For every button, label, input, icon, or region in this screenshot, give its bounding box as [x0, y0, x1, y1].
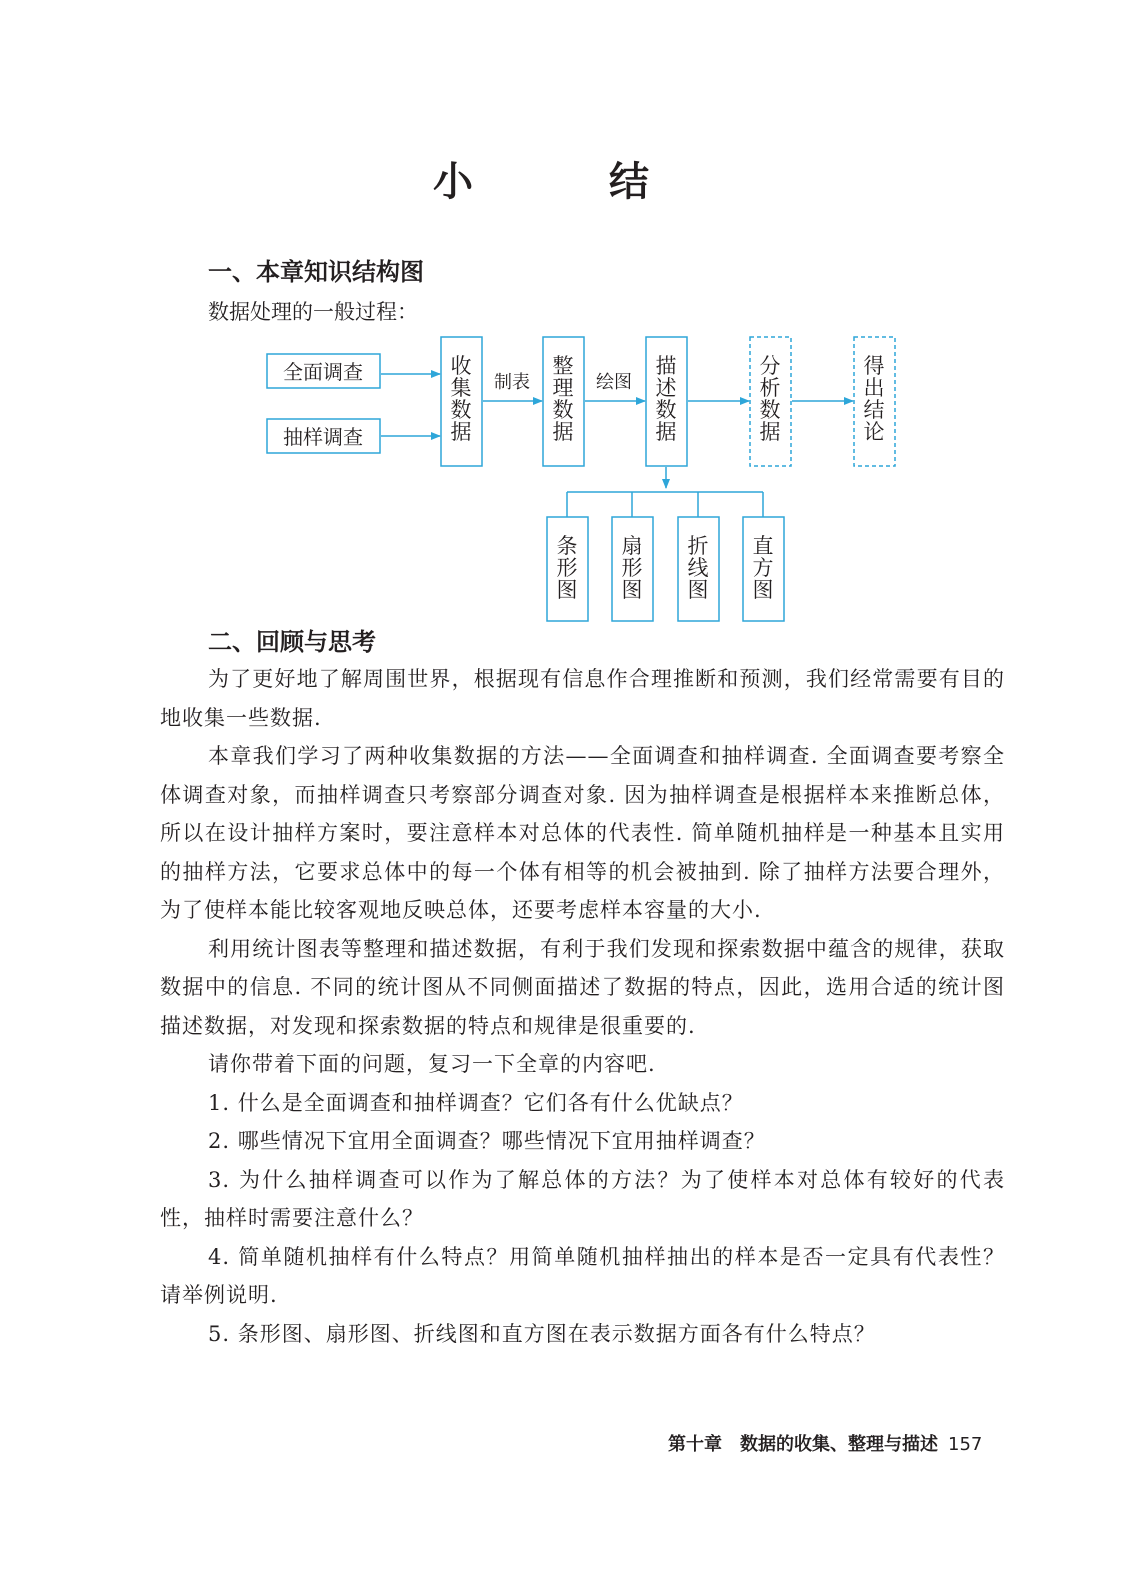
chapter-title: 第十章 数据的收集、整理与描述 — [668, 1434, 938, 1455]
collect-label: 收集数据 — [450, 354, 472, 444]
question-1: 1. 什么是全面调查和抽样调查？它们各有什么优缺点？ — [208, 1090, 744, 1115]
pie-chart-label: 扇形图 — [621, 534, 643, 602]
page-number: 157 — [948, 1434, 983, 1455]
question-2: 2. 哪些情况下宜用全面调查？哪些情况下宜用抽样调查？ — [208, 1129, 766, 1153]
page-footer — [668, 1430, 982, 1456]
line-chart-label: 折线图 — [687, 534, 709, 602]
bar-chart-label: 条形图 — [556, 534, 578, 602]
section-heading-structure: 一、本章知识结构图 — [208, 258, 424, 286]
paragraph: 利用统计图表等整理和描述数据，有利于我们发现和探索数据中蕴含的规律，获取数据中的信息. 不同的统计图从不同侧面描述了数据的特点，因此，选用合适的统计图描述数据，对发现和探索数据的特点和规律是很重要的. — [160, 936, 1005, 1038]
full-survey-box — [267, 354, 380, 388]
histogram-label: 直方图 — [752, 534, 774, 602]
describe-label: 描述数据 — [655, 354, 677, 444]
conclude-label: 得出结论 — [863, 354, 885, 444]
paragraph: 本章我们学习了两种收集数据的方法——全面调查和抽样调查. 全面调查要考察全体调查对象，而抽样调查只考察部分调查对象. 因为抽样调查是根据样本来推断总体，所以在设计抽样方案时，要注意样本对总体的代表性. 简单随机抽样是一种基本且实用的抽样方法，它要求总体中的每一个体有相等的机会被抽到. 除了抽样方法要合理外，为了使样本能比较客观地反映总体，还要考虑样本容量的大小. — [160, 744, 1005, 922]
draw-label: 绘图 — [596, 372, 632, 393]
full-survey-label: 全面调查 — [283, 360, 363, 384]
sample-survey-box — [267, 419, 380, 453]
sample-survey-label: 抽样调查 — [283, 425, 363, 449]
paragraph: 为了更好地了解周围世界，根据现有信息作合理推断和预测，我们经常需要有目的地收集一些数据. — [160, 667, 1005, 730]
paragraph: 请你带着下面的问题，复习一下全章的内容吧. — [208, 1052, 656, 1076]
review-body — [160, 660, 1005, 1353]
knowledge-structure-diagram — [0, 0, 1130, 640]
question-4: 4. 简单随机抽样有什么特点？用简单随机抽样抽出的样本是否一定具有代表性？请举例说明. — [160, 1244, 1005, 1307]
question-3: 3. 为什么抽样调查可以作为了解总体的方法？为了使样本对总体有较好的代表性，抽样时需要注意什么？ — [160, 1167, 1005, 1230]
diagram-intro: 数据处理的一般过程： — [208, 300, 418, 324]
organize-label: 整理数据 — [552, 354, 574, 444]
tabulate-label: 制表 — [494, 372, 530, 393]
page-title: 小 结 — [433, 159, 697, 205]
section-heading-review: 二、回顾与思考 — [208, 628, 376, 656]
analyze-label: 分析数据 — [759, 354, 781, 444]
question-5: 5. 条形图、扇形图、折线图和直方图在表示数据方面各有什么特点？ — [208, 1321, 876, 1346]
